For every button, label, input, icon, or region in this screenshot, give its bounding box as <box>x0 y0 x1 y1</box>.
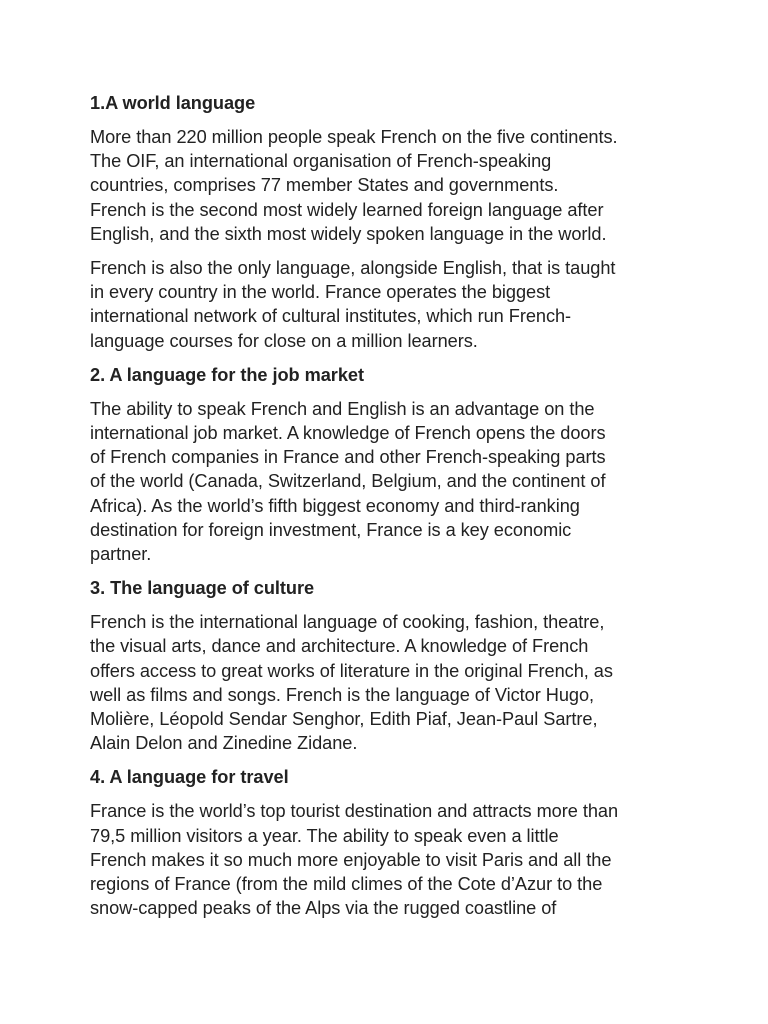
text-line: international network of cultural institutes, which run French- <box>90 306 572 327</box>
document-page <box>90 91 690 930</box>
text-line: the visual arts, dance and architecture. A knowledge of French <box>90 636 589 657</box>
text-line: language courses for close on a million learners. <box>90 330 478 351</box>
text-line: Africa). As the world’s fifth biggest economy and third-ranking <box>90 495 580 516</box>
paragraph <box>90 125 690 246</box>
text-line: partner. <box>90 544 152 565</box>
section-world-language <box>90 91 690 353</box>
text-line: well as films and songs. French is the language of Victor Hugo, <box>90 684 595 705</box>
text-line: Alain Delon and Zinedine Zidane. <box>90 733 358 754</box>
heading-text: 2. A language for the job market <box>90 364 364 385</box>
section-heading <box>90 576 690 600</box>
text-line: of French companies in France and other French-speaking parts <box>90 447 606 468</box>
text-line: snow-capped peaks of the Alps via the rugged coastline of <box>90 898 557 919</box>
heading-text: 1.A world language <box>90 93 256 113</box>
text-line: destination for foreign investment, France is a key economic <box>90 519 572 540</box>
section-heading <box>90 91 690 115</box>
paragraph <box>90 799 690 920</box>
heading-text: 3. The language of culture <box>90 578 315 599</box>
section-heading <box>90 363 690 387</box>
text-line: regions of France (from the mild climes of the Cote d’Azur to the <box>90 874 603 895</box>
text-line: offers access to great works of literature in the original French, as <box>90 660 613 681</box>
text-line: French makes it so much more enjoyable to visit Paris and all the <box>90 849 612 870</box>
section-job-market <box>90 363 690 566</box>
text-line: French is the international language of cooking, fashion, theatre, <box>90 612 605 633</box>
paragraph <box>90 610 690 755</box>
text-line: French is also the only language, alongside English, that is taught <box>90 258 616 279</box>
text-line: countries, comprises 77 member States and governments. <box>90 175 559 196</box>
section-culture <box>90 576 690 755</box>
section-heading <box>90 765 690 789</box>
section-travel <box>90 765 690 920</box>
text-line: of the world (Canada, Switzerland, Belgium, and the continent of <box>90 471 606 492</box>
text-line: Molière, Léopold Sendar Senghor, Edith Piaf, Jean-Paul Sartre, <box>90 709 598 730</box>
text-line: in every country in the world. France operates the biggest <box>90 282 551 303</box>
paragraph <box>90 397 690 566</box>
text-line: France is the world’s top tourist destination and attracts more than <box>90 801 619 822</box>
paragraph <box>90 256 690 353</box>
text-line: The ability to speak French and English is an advantage on the <box>90 398 595 419</box>
text-line: English, and the sixth most widely spoken language in the world. <box>90 223 607 244</box>
text-line: international job market. A knowledge of French opens the doors <box>90 423 606 444</box>
text-line: More than 220 million people speak French on the five continents. <box>90 127 618 147</box>
text-line: 79,5 million visitors a year. The ability to speak even a little <box>90 825 559 846</box>
text-line: The OIF, an international organisation of French-speaking <box>90 151 552 172</box>
text-line: French is the second most widely learned foreign language after <box>90 199 604 220</box>
heading-text: 4. A language for travel <box>90 767 289 788</box>
